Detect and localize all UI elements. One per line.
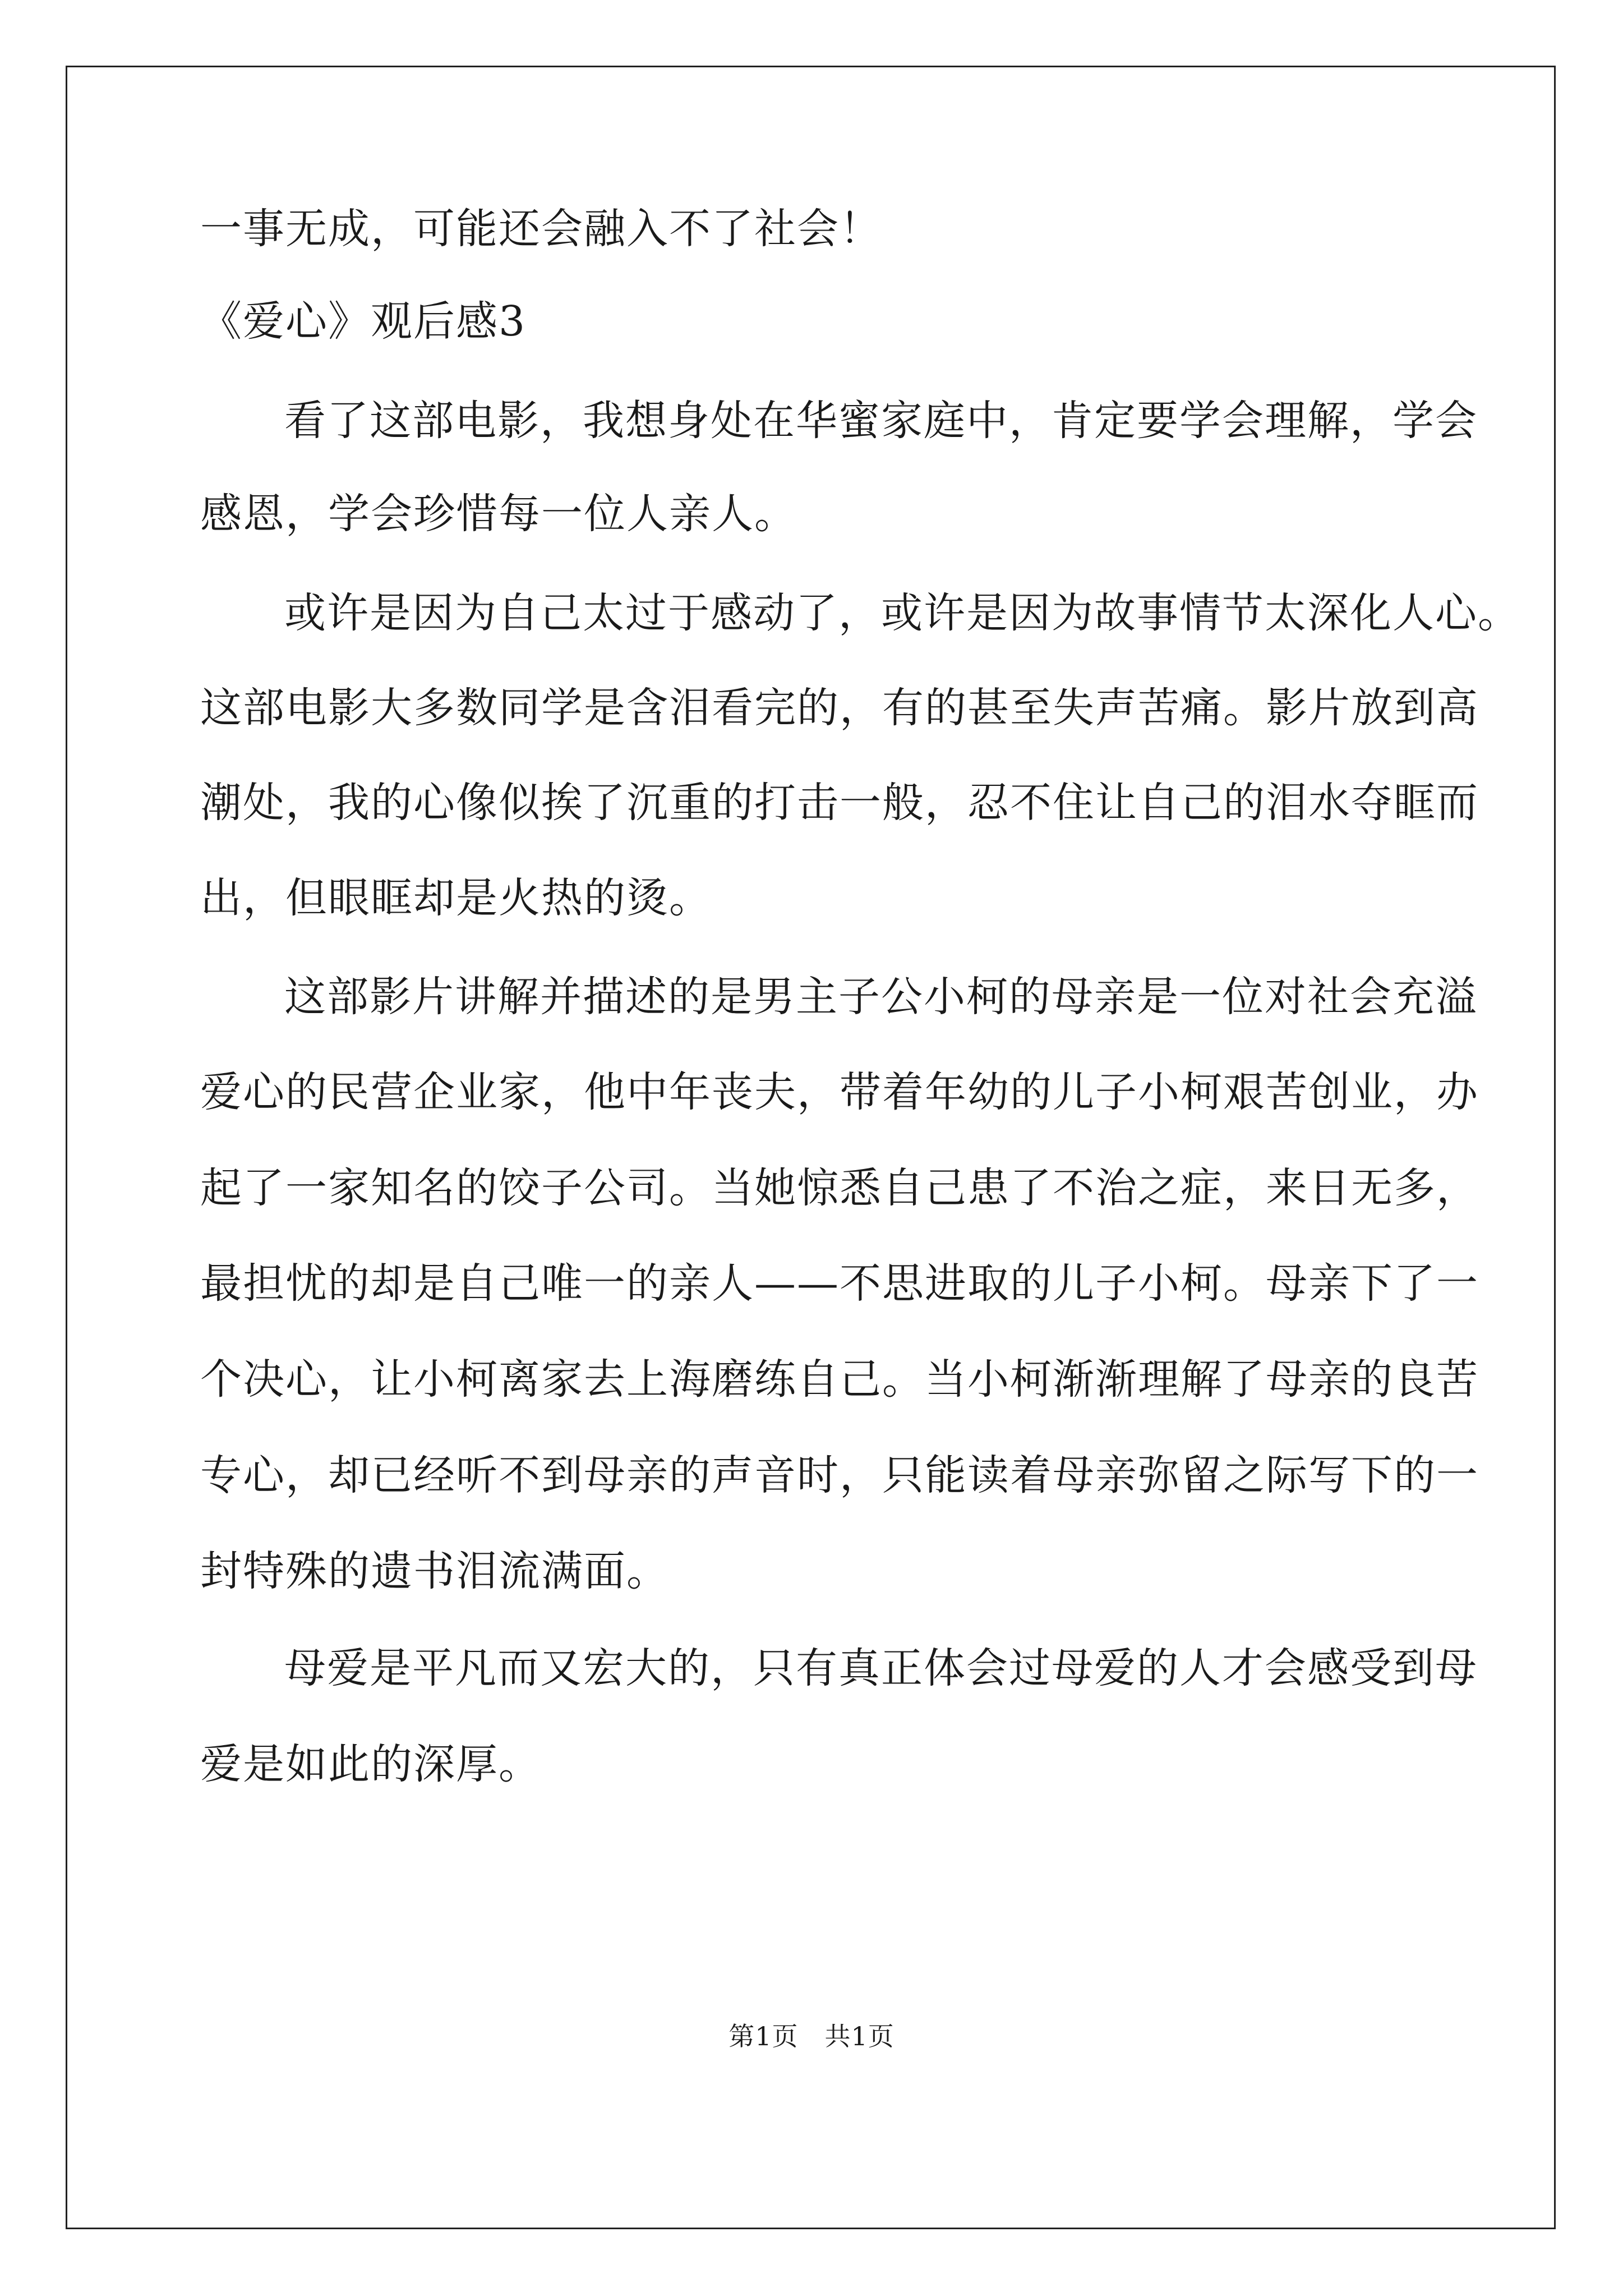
paragraph-line: 感恩，学会珍惜每一位人亲人。 [200,490,797,538]
section-heading: 《爱心》观后感3 [200,297,527,346]
paragraph-line: 专心，却已经听不到母亲的声音时，只能读着母亲弥留之际写下的一 [200,1451,1479,1499]
paragraph-line: 看了这部电影，我想身处在华蜜家庭中，肯定要学会理解，学会 [284,397,1478,445]
paragraph-line: 母爱是平凡而又宏大的，只有真正体会过母爱的人才会感受到母 [284,1644,1478,1692]
text-line: 一事无成，可能还会融入不了社会！ [200,205,882,253]
paragraph-line: 起了一家知名的饺子公司。当她惊悉自己患了不治之症，来日无多， [200,1164,1479,1212]
paragraph-line: 个决心，让小柯离家去上海磨练自己。当小柯渐渐理解了母亲的良苦 [200,1355,1479,1404]
page-footer: 第1页 共1页 [728,2021,895,2051]
paragraph-line: 或许是因为自己太过于感动了，或许是因为故事情节太深化人心。 [284,589,1520,637]
paragraph-line: 封特殊的遗书泪流满面。 [200,1547,669,1595]
paragraph-line: 这部影片讲解并描述的是男主子公小柯的母亲是一位对社会充溢 [284,973,1478,1021]
paragraph-line: 爱心的民营企业家，他中年丧夫，带着年幼的儿子小柯艰苦创业，办 [200,1068,1479,1116]
paragraph-line: 潮处，我的心像似挨了沉重的打击一般，忍不住让自己的泪水夺眶而 [200,779,1479,827]
paragraph-line: 爱是如此的深厚。 [200,1740,541,1788]
paragraph-line: 出，但眼眶却是火热的烫。 [200,874,712,922]
paragraph-line: 最担忧的却是自己唯一的亲人——不思进取的儿子小柯。母亲下了一 [200,1259,1479,1308]
paragraph-line: 这部电影大多数同学是含泪看完的，有的甚至失声苦痛。影片放到高 [200,684,1479,732]
page-border [66,66,1556,2229]
